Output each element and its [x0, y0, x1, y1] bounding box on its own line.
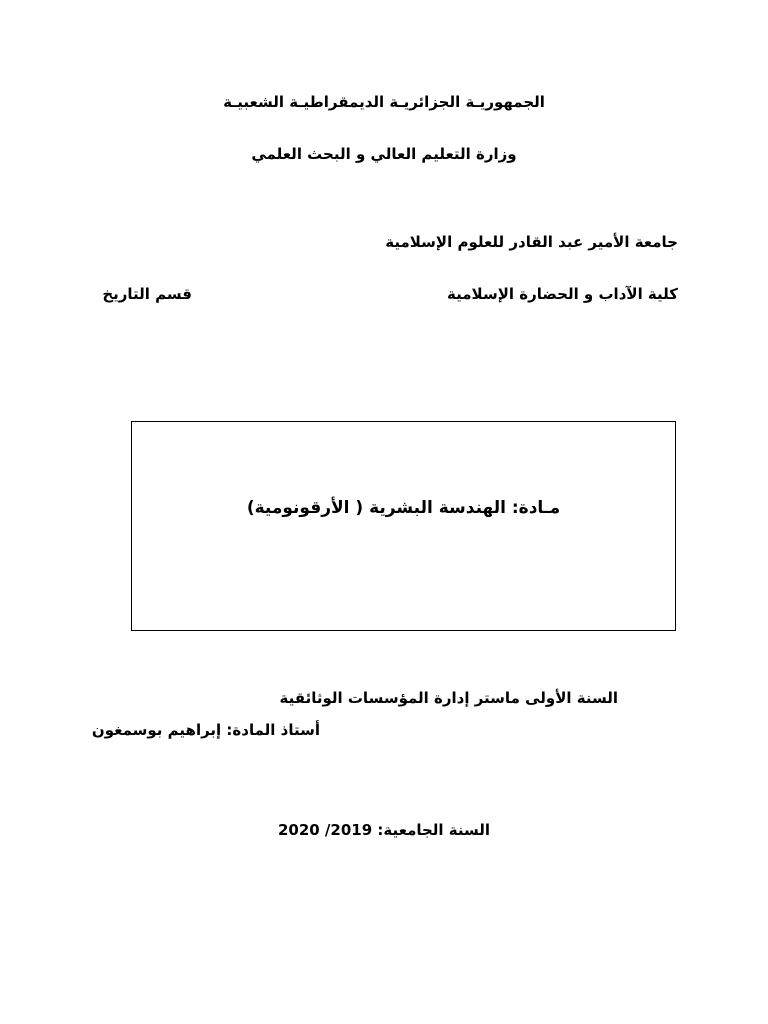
republic-heading: الجمهوريـة الجزائريـة الديمقراطيـة الشعبيـة	[223, 93, 545, 111]
department-name: قسم التاريخ	[102, 285, 192, 303]
subject-title: مـادة: الهندسة البشرية ( الأرقونومية)	[246, 498, 561, 518]
faculty-name: كلية الآداب و الحضارة الإسلامية	[447, 285, 678, 303]
academic-year: السنة الجامعية: 2019/ 2020	[277, 821, 491, 839]
professor-label: أستاذ المادة: إبراهيم بوسمغون	[91, 721, 320, 739]
university-name: جامعة الأمير عبد القادر للعلوم الإسلامية	[385, 233, 678, 251]
ministry-heading: وزارة التعليم العالي و البحث العلمي	[251, 145, 517, 163]
program-label: السنة الأولى ماستر إدارة المؤسسات الوثائقية	[279, 689, 618, 707]
subject-box	[131, 421, 676, 631]
